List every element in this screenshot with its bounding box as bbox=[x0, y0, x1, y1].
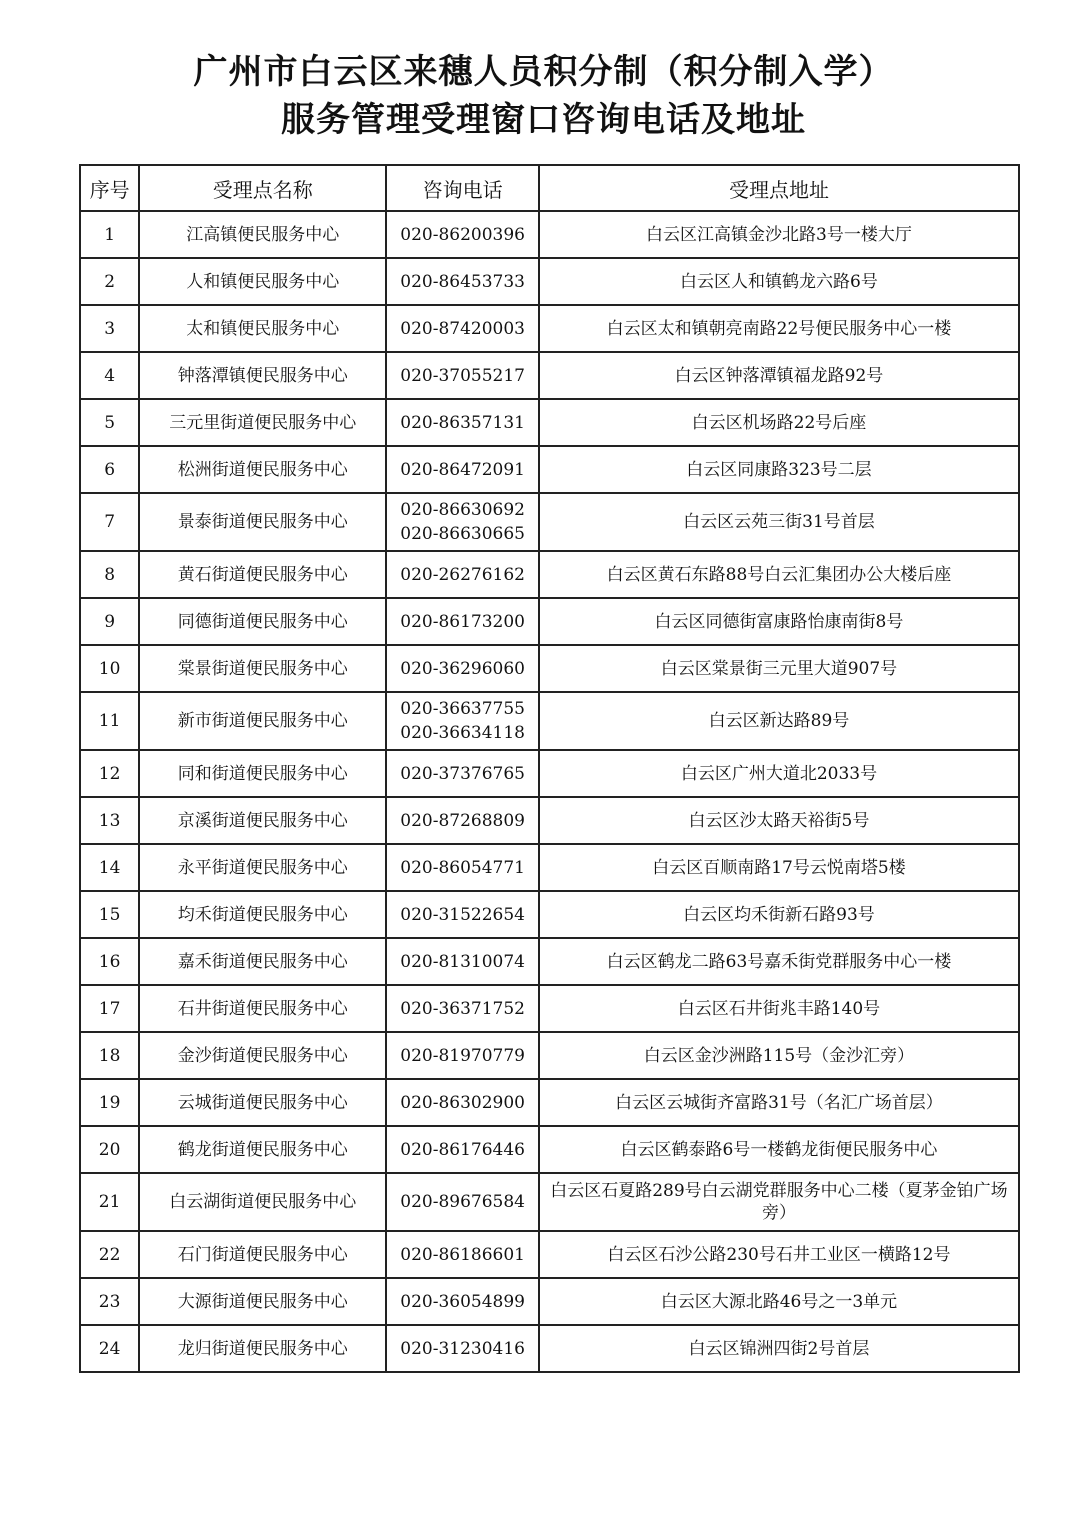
header-name: 受理点名称 bbox=[139, 165, 386, 211]
phone-number: 020-36371752 bbox=[400, 998, 525, 1019]
address-text: 白云区同康路323号二层 bbox=[686, 459, 872, 480]
phone-number: 020-86186601 bbox=[400, 1244, 525, 1265]
phone-number: 020-86630692 bbox=[400, 500, 525, 520]
cell-center-name: 黄石街道便民服务中心 bbox=[139, 551, 386, 598]
cell-phone bbox=[386, 692, 539, 750]
table-row bbox=[80, 551, 1019, 598]
cell-address bbox=[539, 645, 1019, 692]
table-row bbox=[80, 352, 1019, 399]
cell-seq: 12 bbox=[80, 750, 139, 797]
cell-center-name: 人和镇便民服务中心 bbox=[139, 258, 386, 305]
cell-seq: 21 bbox=[80, 1173, 139, 1231]
cell-center-name: 永平街道便民服务中心 bbox=[139, 844, 386, 891]
cell-phone bbox=[386, 305, 539, 352]
cell-center-name: 京溪街道便民服务中心 bbox=[139, 797, 386, 844]
phone-number: 020-31230416 bbox=[400, 1338, 525, 1359]
address-text: 白云区锦洲四街2号首层 bbox=[688, 1338, 870, 1359]
cell-seq: 19 bbox=[80, 1079, 139, 1126]
cell-center-name: 嘉禾街道便民服务中心 bbox=[139, 938, 386, 985]
address-text: 白云区棠景街三元里大道907号 bbox=[660, 658, 898, 679]
cell-address bbox=[539, 1032, 1019, 1079]
title-line-2: 服务管理受理窗口咨询电话及地址 bbox=[281, 100, 806, 140]
table-row bbox=[80, 211, 1019, 258]
address-text: 白云区同德街富康路怡康南街8号 bbox=[654, 611, 904, 632]
cell-seq: 17 bbox=[80, 985, 139, 1032]
cell-address bbox=[539, 1173, 1019, 1231]
address-text: 白云区鹤龙二路63号嘉禾街党群服务中心一楼 bbox=[606, 951, 952, 972]
table-header-row bbox=[80, 165, 1019, 211]
cell-center-name: 同和街道便民服务中心 bbox=[139, 750, 386, 797]
table-row bbox=[80, 493, 1019, 551]
phone-number: 020-36296060 bbox=[400, 658, 525, 679]
phone-number: 020-31522654 bbox=[400, 904, 525, 925]
phone-number: 020-86054771 bbox=[400, 857, 525, 878]
cell-phone bbox=[386, 352, 539, 399]
cell-address bbox=[539, 938, 1019, 985]
cell-seq: 20 bbox=[80, 1126, 139, 1173]
phone-number: 020-37376765 bbox=[400, 763, 525, 784]
cell-phone bbox=[386, 750, 539, 797]
cell-center-name: 景泰街道便民服务中心 bbox=[139, 493, 386, 551]
cell-center-name: 同德街道便民服务中心 bbox=[139, 598, 386, 645]
cell-address bbox=[539, 750, 1019, 797]
service-center-table bbox=[79, 164, 1020, 1373]
cell-address bbox=[539, 258, 1019, 305]
address-text: 白云区鹤泰路6号一楼鹤龙街便民服务中心 bbox=[620, 1139, 938, 1160]
phone-number: 020-81310074 bbox=[400, 951, 525, 972]
cell-phone bbox=[386, 258, 539, 305]
address-text: 白云区大源北路46号之一3单元 bbox=[660, 1291, 898, 1312]
cell-center-name: 棠景街道便民服务中心 bbox=[139, 645, 386, 692]
cell-phone bbox=[386, 493, 539, 551]
cell-address bbox=[539, 985, 1019, 1032]
cell-seq: 23 bbox=[80, 1278, 139, 1325]
cell-address bbox=[539, 305, 1019, 352]
cell-address bbox=[539, 1278, 1019, 1325]
cell-center-name: 白云湖街道便民服务中心 bbox=[139, 1173, 386, 1231]
address-text: 白云区金沙洲路115号（金沙汇旁） bbox=[643, 1045, 915, 1066]
cell-phone bbox=[386, 797, 539, 844]
address-text: 白云区云城街齐富路31号（名汇广场首层） bbox=[615, 1092, 943, 1113]
cell-seq: 18 bbox=[80, 1032, 139, 1079]
table-row bbox=[80, 1032, 1019, 1079]
phone-number: 020-86176446 bbox=[400, 1139, 525, 1160]
address-text: 白云区黄石东路88号白云汇集团办公大楼后座 bbox=[606, 564, 952, 585]
cell-seq: 16 bbox=[80, 938, 139, 985]
cell-seq: 10 bbox=[80, 645, 139, 692]
table-row bbox=[80, 258, 1019, 305]
cell-phone bbox=[386, 1173, 539, 1231]
header-seq: 序号 bbox=[80, 165, 139, 211]
table-row bbox=[80, 797, 1019, 844]
phone-number: 020-37055217 bbox=[400, 365, 525, 386]
address-text: 白云区云苑三街31号首层 bbox=[683, 512, 875, 532]
phone-number: 020-89676584 bbox=[400, 1192, 525, 1212]
phone-number: 020-36054899 bbox=[400, 1291, 525, 1312]
cell-phone bbox=[386, 1079, 539, 1126]
cell-address bbox=[539, 1079, 1019, 1126]
cell-address bbox=[539, 399, 1019, 446]
cell-phone bbox=[386, 1325, 539, 1372]
table-row bbox=[80, 692, 1019, 750]
phone-number: 020-86472091 bbox=[400, 459, 525, 480]
table-row bbox=[80, 1173, 1019, 1231]
phone-number: 020-86200396 bbox=[400, 224, 525, 245]
cell-center-name: 钟落潭镇便民服务中心 bbox=[139, 352, 386, 399]
cell-seq: 1 bbox=[80, 211, 139, 258]
table-row bbox=[80, 985, 1019, 1032]
address-text: 白云区江高镇金沙北路3号一楼大厅 bbox=[646, 224, 912, 245]
cell-address bbox=[539, 891, 1019, 938]
cell-center-name: 三元里街道便民服务中心 bbox=[139, 399, 386, 446]
cell-seq: 24 bbox=[80, 1325, 139, 1372]
cell-address bbox=[539, 551, 1019, 598]
cell-phone bbox=[386, 985, 539, 1032]
table-row bbox=[80, 1325, 1019, 1372]
header-address: 受理点地址 bbox=[539, 165, 1019, 211]
phone-number: 020-87420003 bbox=[400, 318, 525, 339]
cell-phone bbox=[386, 938, 539, 985]
cell-phone bbox=[386, 446, 539, 493]
header-phone: 咨询电话 bbox=[386, 165, 539, 211]
cell-center-name: 松洲街道便民服务中心 bbox=[139, 446, 386, 493]
cell-center-name: 石门街道便民服务中心 bbox=[139, 1231, 386, 1278]
phone-number: 020-86357131 bbox=[400, 412, 525, 433]
cell-center-name: 云城街道便民服务中心 bbox=[139, 1079, 386, 1126]
cell-center-name: 江高镇便民服务中心 bbox=[139, 211, 386, 258]
cell-address bbox=[539, 446, 1019, 493]
cell-center-name: 新市街道便民服务中心 bbox=[139, 692, 386, 750]
cell-phone bbox=[386, 1126, 539, 1173]
address-text: 白云区均禾街新石路93号 bbox=[683, 904, 875, 925]
table-row bbox=[80, 1231, 1019, 1278]
cell-address bbox=[539, 211, 1019, 258]
cell-seq: 2 bbox=[80, 258, 139, 305]
cell-phone bbox=[386, 399, 539, 446]
cell-seq: 8 bbox=[80, 551, 139, 598]
address-text: 白云区钟落潭镇福龙路92号 bbox=[674, 365, 884, 386]
table-row bbox=[80, 938, 1019, 985]
cell-phone bbox=[386, 1278, 539, 1325]
cell-center-name: 龙归街道便民服务中心 bbox=[139, 1325, 386, 1372]
cell-address bbox=[539, 493, 1019, 551]
address-text: 白云区机场路22号后座 bbox=[691, 412, 867, 433]
address-text: 白云区百顺南路17号云悦南塔5楼 bbox=[652, 857, 906, 878]
cell-address bbox=[539, 692, 1019, 750]
cell-seq: 14 bbox=[80, 844, 139, 891]
phone-number: 020-26276162 bbox=[400, 564, 525, 585]
address-text: 白云区石沙公路230号石井工业区一横路12号 bbox=[607, 1244, 951, 1265]
cell-phone bbox=[386, 891, 539, 938]
table-row bbox=[80, 844, 1019, 891]
address-text: 白云区沙太路天裕街5号 bbox=[688, 810, 870, 831]
address-text: 白云区石井街兆丰路140号 bbox=[677, 998, 881, 1019]
cell-address bbox=[539, 844, 1019, 891]
phone-number: 020-86453733 bbox=[400, 271, 525, 292]
cell-center-name: 大源街道便民服务中心 bbox=[139, 1278, 386, 1325]
cell-seq: 15 bbox=[80, 891, 139, 938]
cell-phone bbox=[386, 598, 539, 645]
phone-number: 020-87268809 bbox=[400, 810, 525, 831]
cell-address bbox=[539, 1325, 1019, 1372]
table-row bbox=[80, 1278, 1019, 1325]
cell-phone bbox=[386, 1231, 539, 1278]
title-line-1: 广州市白云区来穗人员积分制（积分制入学） bbox=[193, 52, 894, 92]
cell-center-name: 太和镇便民服务中心 bbox=[139, 305, 386, 352]
table-row bbox=[80, 446, 1019, 493]
cell-seq: 3 bbox=[80, 305, 139, 352]
cell-seq: 4 bbox=[80, 352, 139, 399]
table-row bbox=[80, 750, 1019, 797]
cell-seq: 9 bbox=[80, 598, 139, 645]
cell-address bbox=[539, 1231, 1019, 1278]
cell-center-name: 石井街道便民服务中心 bbox=[139, 985, 386, 1032]
table-row bbox=[80, 645, 1019, 692]
cell-center-name: 鹤龙街道便民服务中心 bbox=[139, 1126, 386, 1173]
cell-phone bbox=[386, 551, 539, 598]
document-title bbox=[0, 48, 1087, 144]
phone-number: 020-86302900 bbox=[400, 1092, 525, 1113]
cell-seq: 11 bbox=[80, 692, 139, 750]
table-row bbox=[80, 399, 1019, 446]
phone-number: 020-36637755 bbox=[400, 699, 525, 719]
phone-number: 020-86630665 bbox=[400, 524, 525, 544]
cell-phone bbox=[386, 645, 539, 692]
cell-seq: 7 bbox=[80, 493, 139, 551]
cell-address bbox=[539, 797, 1019, 844]
cell-seq: 5 bbox=[80, 399, 139, 446]
cell-address bbox=[539, 1126, 1019, 1173]
phone-number: 020-36634118 bbox=[400, 723, 525, 743]
cell-seq: 6 bbox=[80, 446, 139, 493]
table-body bbox=[80, 211, 1019, 1372]
cell-center-name: 均禾街道便民服务中心 bbox=[139, 891, 386, 938]
cell-center-name: 金沙街道便民服务中心 bbox=[139, 1032, 386, 1079]
table-row bbox=[80, 598, 1019, 645]
address-text: 白云区新达路89号 bbox=[708, 711, 850, 731]
cell-phone bbox=[386, 211, 539, 258]
phone-number: 020-86173200 bbox=[400, 611, 525, 632]
table-row bbox=[80, 891, 1019, 938]
cell-seq: 13 bbox=[80, 797, 139, 844]
address-text: 白云区人和镇鹤龙六路6号 bbox=[680, 271, 878, 292]
cell-phone bbox=[386, 1032, 539, 1079]
phone-number: 020-81970779 bbox=[400, 1045, 525, 1066]
cell-address bbox=[539, 598, 1019, 645]
table-row bbox=[80, 305, 1019, 352]
cell-address bbox=[539, 352, 1019, 399]
cell-seq: 22 bbox=[80, 1231, 139, 1278]
cell-phone bbox=[386, 844, 539, 891]
table-row bbox=[80, 1079, 1019, 1126]
address-text: 白云区广州大道北2033号 bbox=[680, 763, 878, 784]
address-text: 白云区石夏路289号白云湖党群服务中心二楼（夏茅金铂广场旁） bbox=[550, 1181, 1008, 1223]
address-text: 白云区太和镇朝亮南路22号便民服务中心一楼 bbox=[606, 318, 952, 339]
table-row bbox=[80, 1126, 1019, 1173]
